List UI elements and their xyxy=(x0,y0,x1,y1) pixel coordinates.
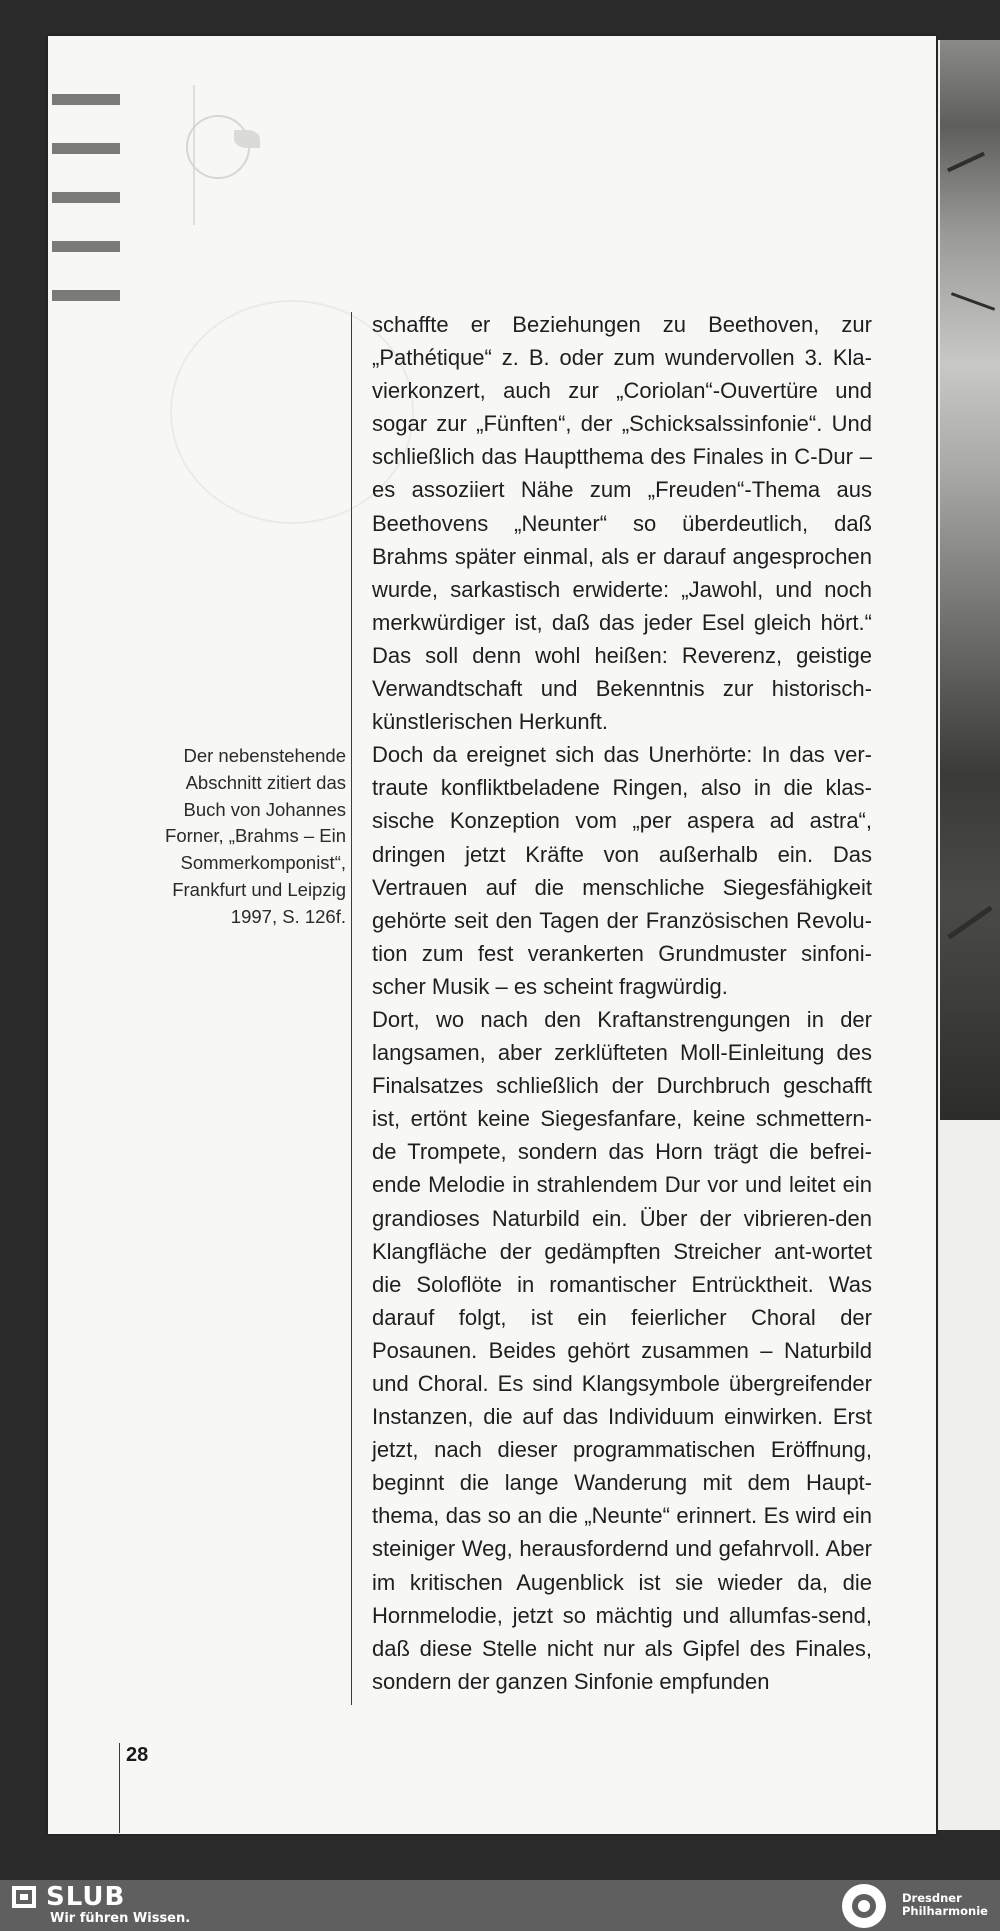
sidenote-line: Frankfurt und Leipzig xyxy=(172,878,346,900)
tab-mark xyxy=(52,94,120,105)
partner-name[interactable] xyxy=(902,1892,988,1918)
body-paragraph: Doch da ereignet sich das Unerhörte: In das ver-traute konfliktbeladene Ringen, also in die klas-sische Konzeption vom „per aspera ad astra“, dringen jetzt Kräfte von außerhalb ein. Das Vertrauen auf die menschliche Siegesfähigkeit gehörte seit den Tagen der Französischen Revolu-tion zum fest verankerten Grundmuster sinfoni-scher Musik – es scheint fragwürdig. xyxy=(372,742,872,999)
sidenote-line: Buch von Johannes xyxy=(183,798,346,820)
philharmonie-logo-icon[interactable] xyxy=(842,1884,886,1928)
sidenote-line: Forner, „Brahms – Ein xyxy=(165,825,346,847)
main-text-column xyxy=(372,308,872,1698)
tab-mark xyxy=(52,143,120,154)
bleed-through-logo xyxy=(160,100,410,190)
tab-mark xyxy=(52,290,120,301)
tab-mark xyxy=(52,241,120,252)
library-tagline: Wir führen Wissen. xyxy=(50,1911,191,1926)
partner-name-line: Philharmonie xyxy=(902,1904,988,1918)
sidenote-line: Der nebenstehende xyxy=(183,745,346,766)
tab-mark xyxy=(52,192,120,203)
page-number-divider xyxy=(119,1743,120,1833)
page-number: 28 xyxy=(126,1744,149,1766)
sidenote-line: 1997, S. 126f. xyxy=(230,905,346,927)
body-paragraph: Dort, wo nach den Kraftanstrengungen in der langsamen, aber zerklüfteten Moll-Einleitung des Finalsatzes schließlich der Durchbruch geschafft ist, ertönt keine Siegesfanfare, keine schmettern-de Trompete, sondern das Horn trägt die befrei-ende Melodie in strahlendem Dur vor und leitet ein grandioses Naturbild ein. Über der vibrieren-den Klangfläche der gedämpften Streicher ant-wortet die Soloflöte in romantischer Entrücktheit. Was darauf folgt, ist ein feierlicher Choral der Posaunen. Beides gehört zusammen – Naturbild und Choral. Es sind Klangsymbole übergreifender Instanzen, die auf das Individuum einwirken. Erst jetzt, nach dieser programmatischen Eröffnung, beginnt die lange Wanderung mit dem Haupt-thema, das so an die „Neunte“ erinnert. Es wird ein steiniger Weg, herausfordernd und gefahrvoll. Aber im kritischen Augenblick ist sie wieder da, die Hornmelodie, jetzt so mächtig und allumfas-send, daß diese Stelle nicht nur als Gipfel des Finales, sondern der ganzen Sinfonie empfunden xyxy=(372,1006,872,1694)
sidenote xyxy=(118,743,346,931)
sidenote-line: Sommerkomponist“, xyxy=(180,852,346,874)
column-divider xyxy=(351,312,352,1705)
body-paragraph: schaffte er Beziehungen zu Beethoven, zur „Pathétique“ z. B. oder zum wundervollen 3. Kla-vierkonzert, auch zur „Coriolan“-Ouvertüre und sogar zur „Fünften“, der „Schicksalssinfonie“. Und schließlich das Hauptthema des Finales in C-Dur – es assoziiert Nähe zum „Freuden“-Thema aus Beethovens „Neunter“ so überdeutlich, daß Brahms später einmal, als er darauf angesprochen wurde, sarkastisch erwiderte: „Jawohl, und noch merkwürdiger ist, daß das jeder Esel gleich hört.“ Das soll denn wohl heißen: Reverenz, geistige Verwandtschaft und Bekenntnis zur historisch-künstlerischen Herkunft. xyxy=(372,312,872,735)
facing-page-photo xyxy=(940,40,1000,1120)
library-name[interactable]: SLUB xyxy=(46,1882,126,1912)
sidenote-line: Abschnitt zitiert das xyxy=(185,771,346,793)
partner-name-line: Dresdner xyxy=(902,1891,962,1905)
slub-logo-icon[interactable] xyxy=(12,1886,36,1908)
footer-bar xyxy=(0,1880,1000,1931)
